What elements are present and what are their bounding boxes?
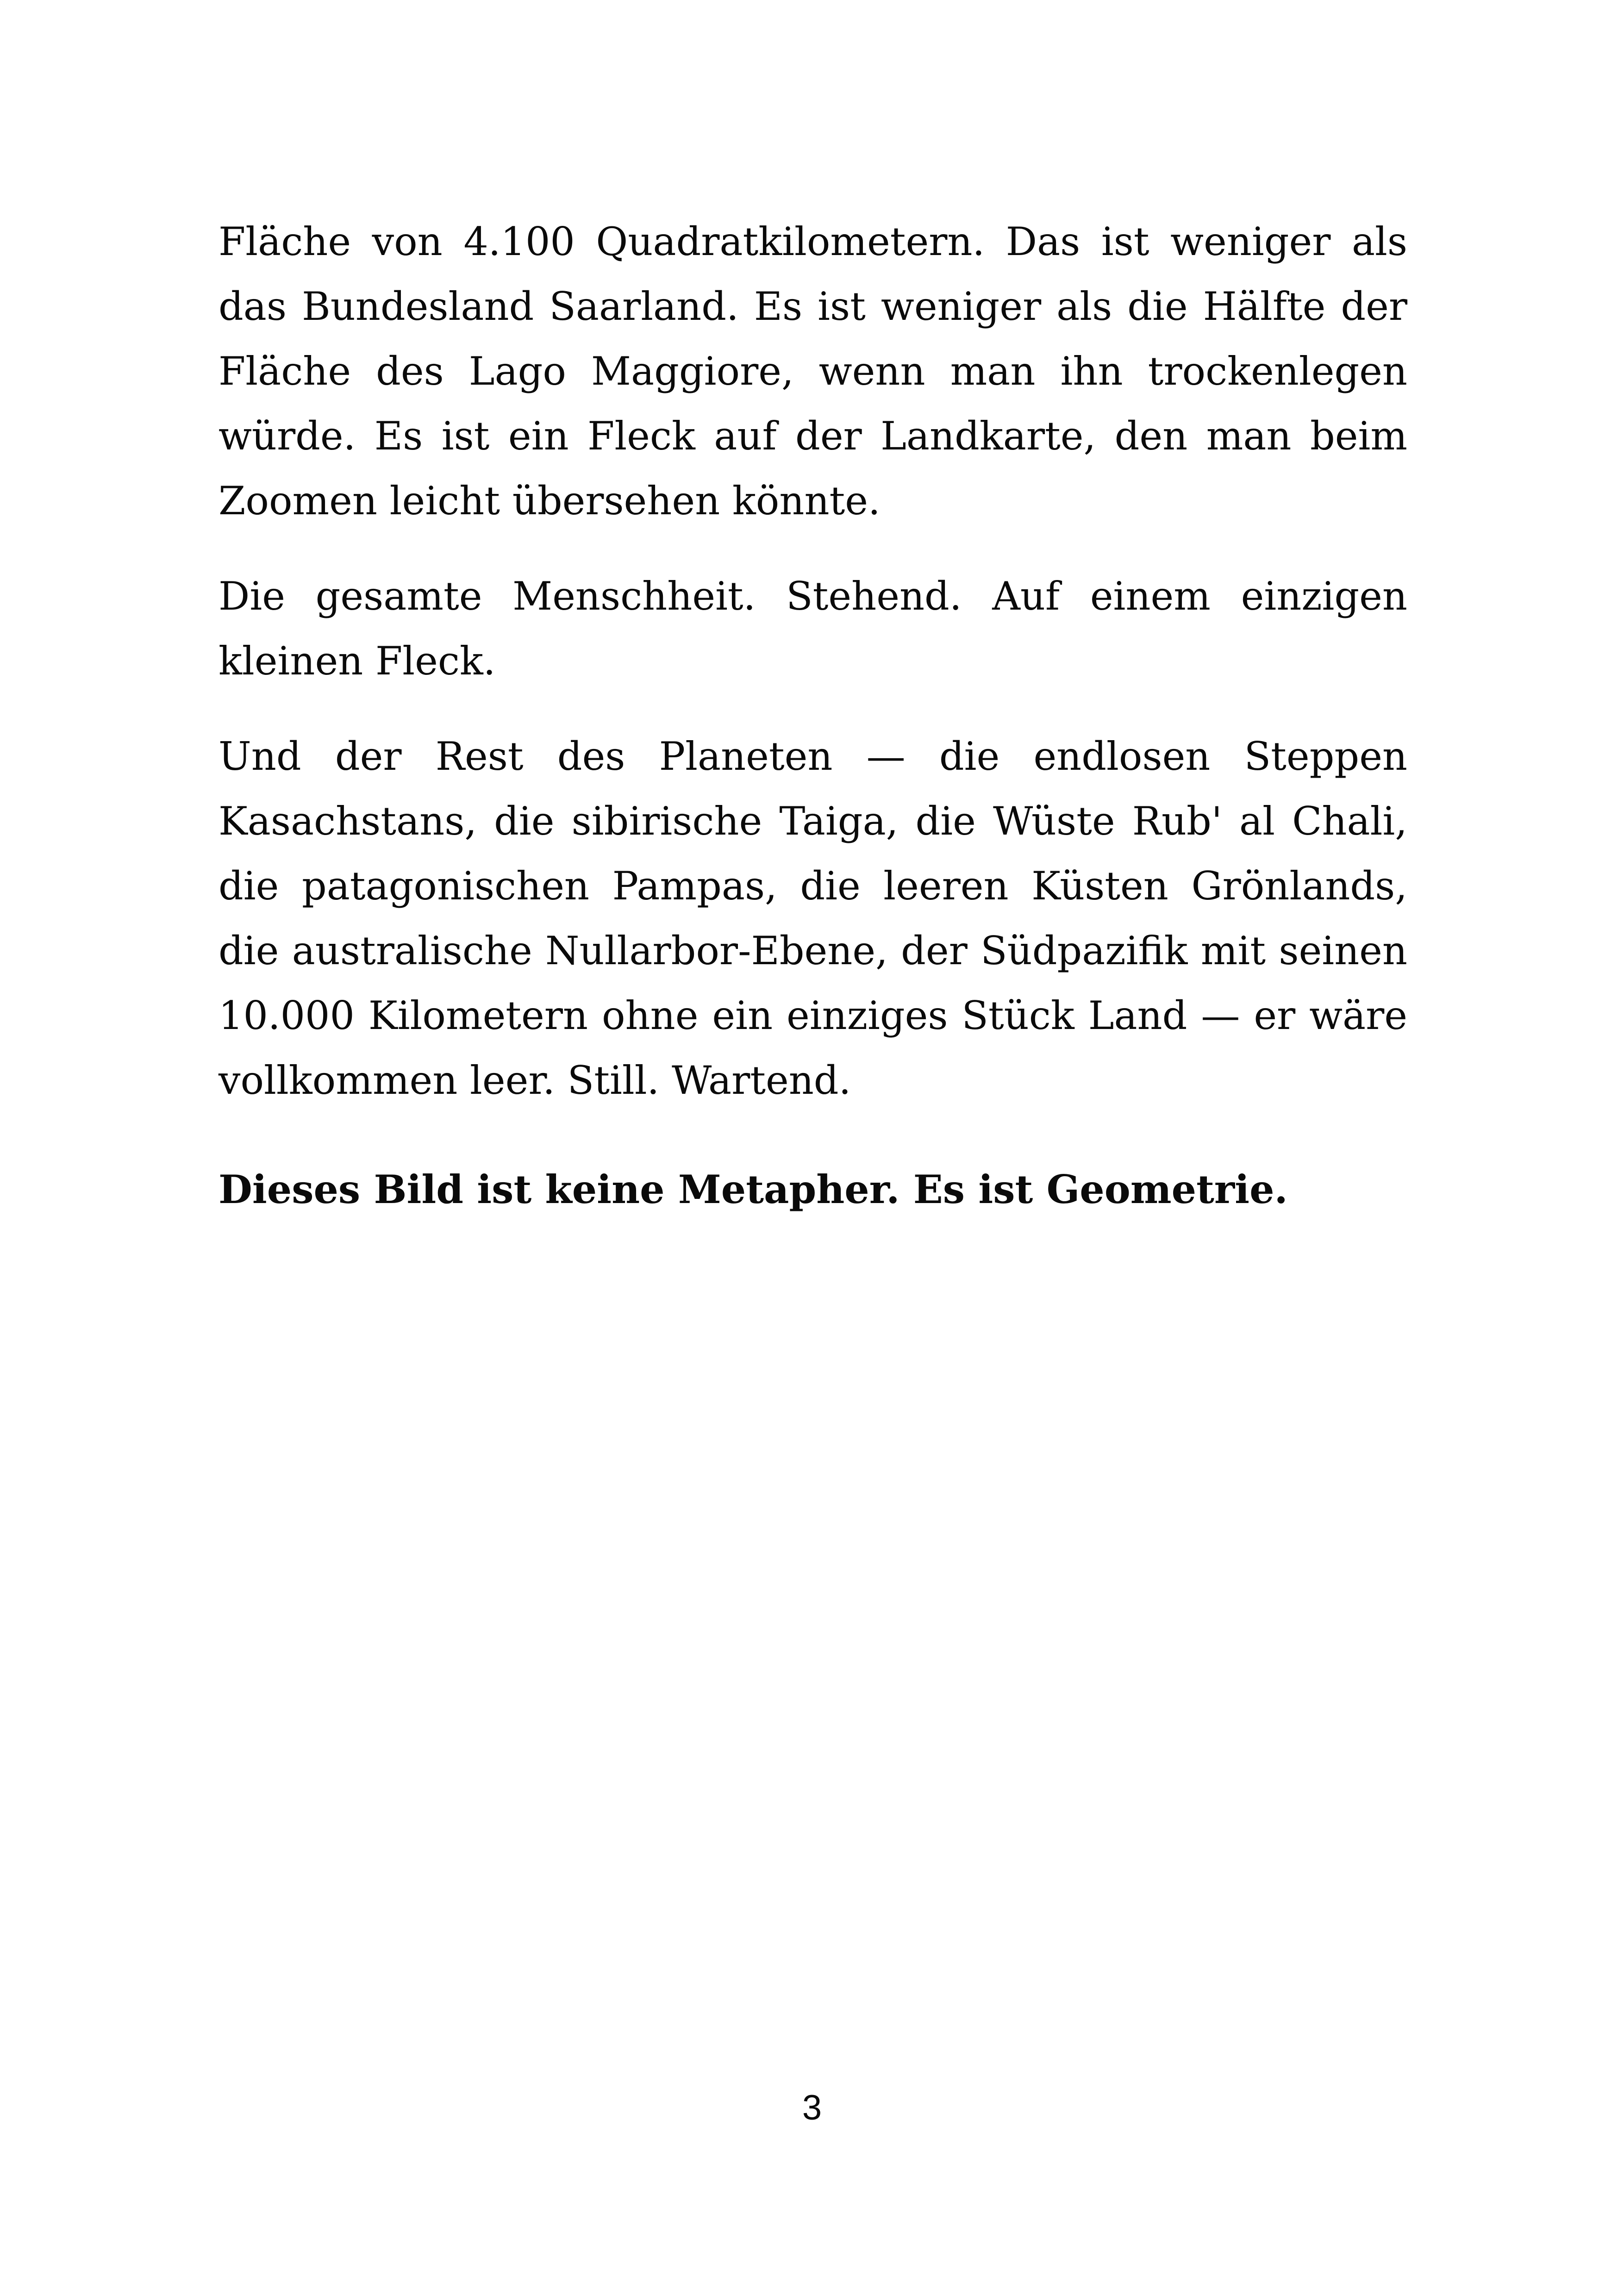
closing-statement: Dieses Bild ist keine Metapher. Es ist Geometrie. — [219, 1166, 1288, 1212]
page-number: 3 — [802, 2088, 822, 2127]
body-text — [219, 209, 1407, 1253]
paragraph-area-comparison: Fläche von 4.100 Quadratkilometern. Das ist weniger als das Bundesland Saarland. Es ist weniger als die Hälfte der Fläche des Lago Maggiore, wenn man ihn trockenlegen würde. Es ist ein Fleck auf der Landkarte, den man beim Zoomen leicht übersehen könnte. — [219, 219, 1407, 524]
paragraph-rest-of-planet: Und der Rest des Planeten — die endlosen Steppen Kasachstans, die sibirische Taiga, die Wüste Rub' al Chali, die patagonischen Pampas, die leeren Küsten Grönlands, die australische Nullarbor-Ebene, der Südpazifik mit seinen 10.000 Kilometern ohne ein einziges Stück Land — er wäre vollkommen leer. Still. Wartend. — [219, 734, 1407, 1103]
paragraph-humanity: Die gesamte Menschheit. Stehend. Auf einem einzigen kleinen Fleck. — [219, 574, 1407, 684]
